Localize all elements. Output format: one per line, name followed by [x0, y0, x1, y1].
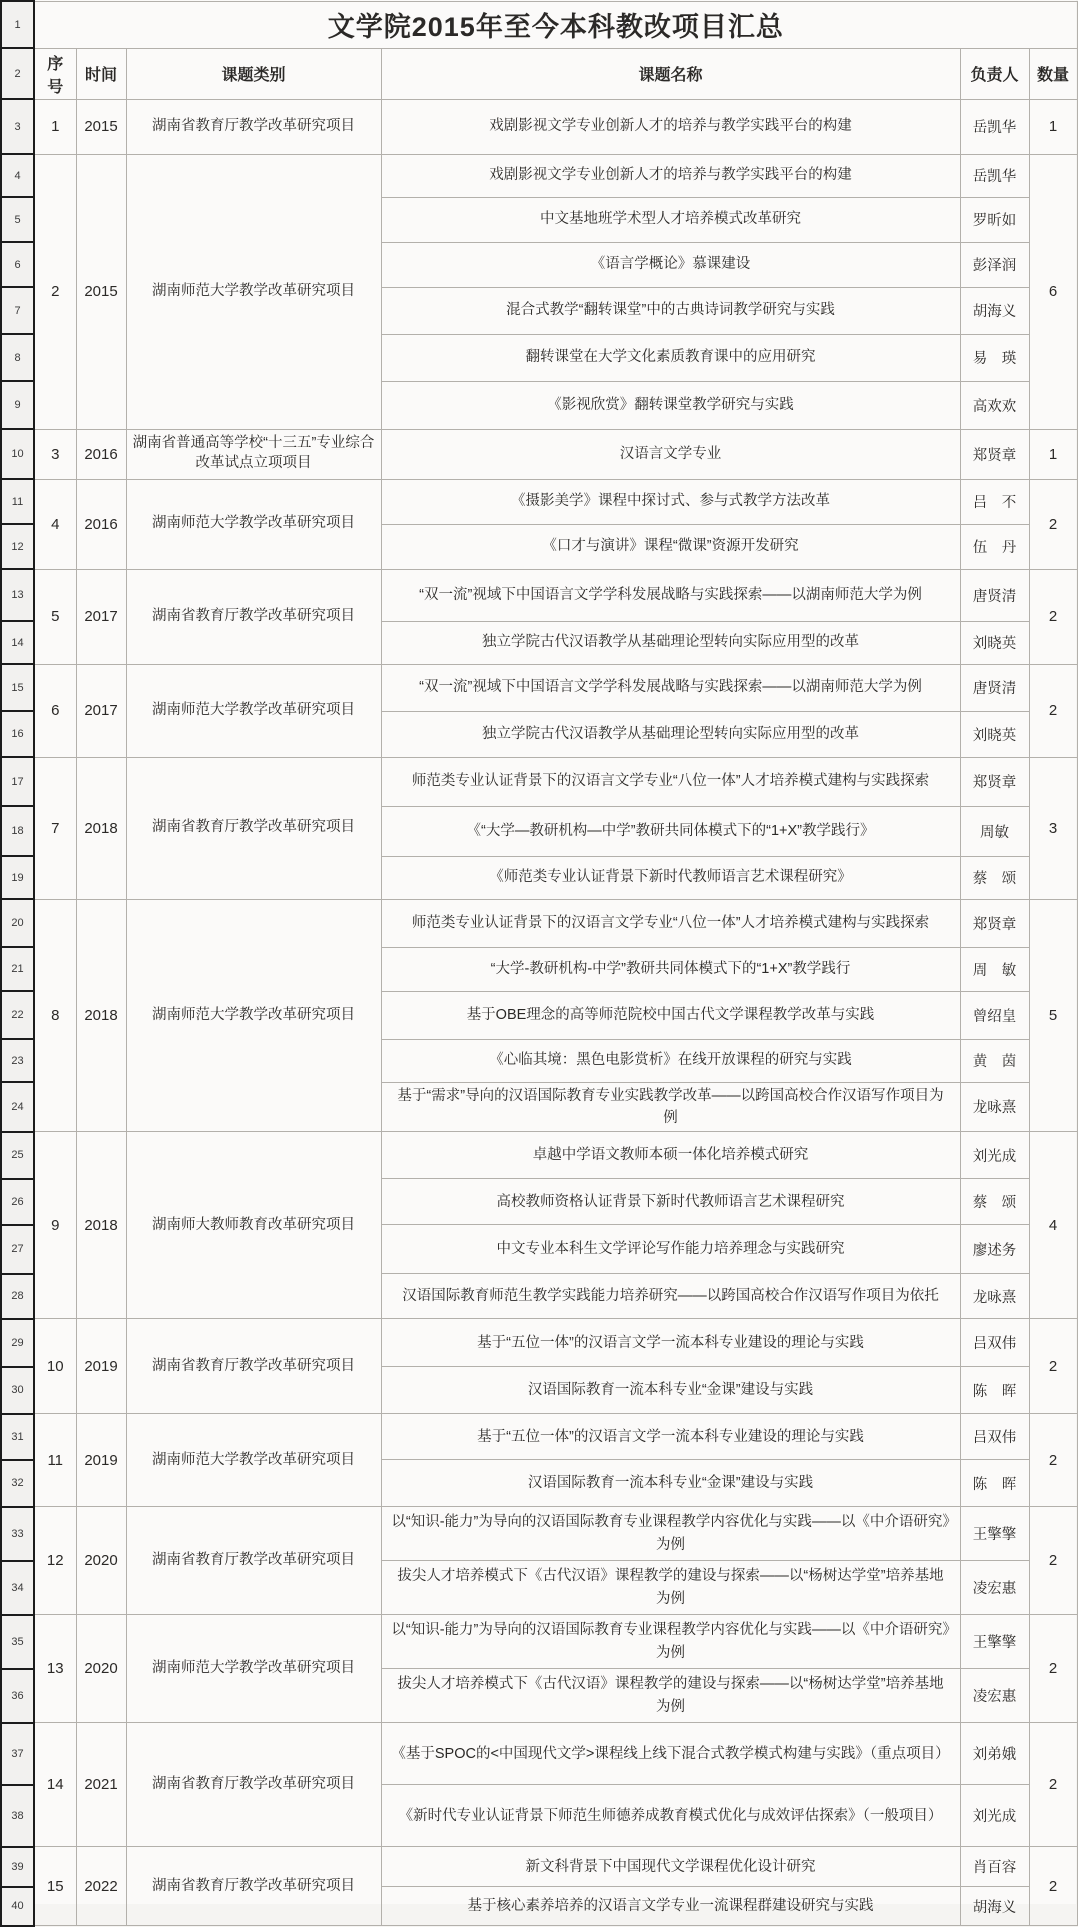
row-number-cell: 32 [1, 1460, 34, 1507]
leader-cell: 岳凯华 [960, 154, 1029, 197]
project-name-cell: 汉语国际教育一流本科专业“金课”建设与实践 [381, 1367, 960, 1414]
leader-cell: 吕双伟 [960, 1414, 1029, 1460]
seq-cell: 5 [34, 569, 76, 664]
leader-cell: 龙咏熹 [960, 1082, 1029, 1132]
project-name-cell: 新文科背景下中国现代文学课程优化设计研究 [381, 1847, 960, 1887]
project-name-cell: 《新时代专业认证背景下师范生师德养成教育模式优化与成效评估探索》（一般项目） [381, 1785, 960, 1847]
seq-cell: 12 [34, 1507, 76, 1615]
row-number-cell: 28 [1, 1274, 34, 1319]
leader-cell: 周敏 [960, 806, 1029, 856]
category-cell: 湖南省教育厅教学改革研究项目 [126, 1319, 381, 1414]
leader-cell: 刘光成 [960, 1132, 1029, 1179]
table-row [1, 899, 1077, 947]
category-cell: 湖南省教育厅教学改革研究项目 [126, 1507, 381, 1615]
row-number-cell: 30 [1, 1367, 34, 1414]
project-name-cell: 中文专业本科生文学评论写作能力培养理念与实践研究 [381, 1225, 960, 1274]
table-row [1, 664, 1077, 711]
page-title: 文学院2015年至今本科教改项目汇总 [34, 1, 1077, 48]
project-name-cell: 基于核心素养培养的汉语言文学专业一流课程群建设研究与实践 [381, 1887, 960, 1926]
row-number-cell: 22 [1, 991, 34, 1039]
table-row [1, 1507, 1077, 1561]
category-cell: 湖南省教育厅教学改革研究项目 [126, 569, 381, 664]
project-name-cell: 中文基地班学术型人才培养模式改革研究 [381, 197, 960, 242]
project-name-cell: 独立学院古代汉语教学从基础理论型转向实际应用型的改革 [381, 711, 960, 757]
row-number-cell: 10 [1, 429, 34, 479]
project-name-cell: “双一流”视域下中国语言文学学科发展战略与实践探索——以湖南师范大学为例 [381, 569, 960, 621]
seq-cell: 7 [34, 757, 76, 899]
table-row [1, 1723, 1077, 1785]
title-row [1, 1, 1077, 48]
category-cell: 湖南师范大学教学改革研究项目 [126, 1414, 381, 1507]
project-name-cell: “双一流”视域下中国语言文学学科发展战略与实践探索——以湖南师范大学为例 [381, 664, 960, 711]
seq-cell: 9 [34, 1132, 76, 1319]
count-cell: 1 [1029, 429, 1077, 479]
row-number-cell: 20 [1, 899, 34, 947]
table-row [1, 1132, 1077, 1179]
row-number-cell: 12 [1, 524, 34, 569]
row-number-cell: 39 [1, 1847, 34, 1887]
category-cell: 湖南师范大学教学改革研究项目 [126, 899, 381, 1132]
year-cell: 2018 [76, 1132, 126, 1319]
row-number-cell: 33 [1, 1507, 34, 1561]
leader-cell: 易 瑛 [960, 334, 1029, 381]
project-name-cell: 《基于SPOC的<中国现代文学>课程线上线下混合式教学模式构建与实践》（重点项目） [381, 1723, 960, 1785]
project-name-cell: 基于“五位一体”的汉语言文学一流本科专业建设的理论与实践 [381, 1414, 960, 1460]
table-row [1, 99, 1077, 154]
col-header-name: 课题名称 [381, 48, 960, 99]
table-row [1, 1414, 1077, 1460]
count-cell: 3 [1029, 757, 1077, 899]
project-name-cell: 汉语国际教育一流本科专业“金课”建设与实践 [381, 1460, 960, 1507]
row-number-cell: 34 [1, 1561, 34, 1615]
leader-cell: 刘弟娥 [960, 1723, 1029, 1785]
category-cell: 湖南省教育厅教学改革研究项目 [126, 1723, 381, 1847]
project-name-cell: 基于OBE理念的高等师范院校中国古代文学课程教学改革与实践 [381, 991, 960, 1039]
project-name-cell: 以“知识-能力”为导向的汉语国际教育专业课程教学内容优化与实践——以《中介语研究》为例 [381, 1615, 960, 1669]
leader-cell: 吕双伟 [960, 1319, 1029, 1367]
count-cell: 2 [1029, 1507, 1077, 1615]
year-cell: 2021 [76, 1723, 126, 1847]
year-cell: 2017 [76, 569, 126, 664]
row-number-cell: 2 [1, 48, 34, 99]
leader-cell: 胡海义 [960, 287, 1029, 334]
leader-cell: 高欢欢 [960, 381, 1029, 429]
row-number-cell: 11 [1, 479, 34, 524]
leader-cell: 彭泽润 [960, 242, 1029, 287]
table-row [1, 757, 1077, 806]
year-cell: 2016 [76, 429, 126, 479]
col-header-no: 序号 [34, 48, 76, 99]
project-name-cell: 《语言学概论》慕课建设 [381, 242, 960, 287]
leader-cell: 蔡 颂 [960, 856, 1029, 899]
project-name-cell: 师范类专业认证背景下的汉语言文学专业“八位一体”人才培养模式建构与实践探索 [381, 899, 960, 947]
leader-cell: 王擎擎 [960, 1615, 1029, 1669]
header-row [1, 48, 1077, 99]
row-number-cell: 17 [1, 757, 34, 806]
leader-cell: 唐贤清 [960, 569, 1029, 621]
project-name-cell: 混合式教学“翻转课堂”中的古典诗词教学研究与实践 [381, 287, 960, 334]
row-number-cell: 4 [1, 154, 34, 197]
leader-cell: 吕 不 [960, 479, 1029, 524]
project-name-cell: 独立学院古代汉语教学从基础理论型转向实际应用型的改革 [381, 621, 960, 664]
project-name-cell: 《摄影美学》课程中探讨式、参与式教学方法改革 [381, 479, 960, 524]
table-row [1, 569, 1077, 621]
leader-cell: 刘晓英 [960, 621, 1029, 664]
count-cell: 6 [1029, 154, 1077, 429]
leader-cell: 龙咏熹 [960, 1274, 1029, 1319]
category-cell: 湖南师范大学教学改革研究项目 [126, 479, 381, 569]
seq-cell: 8 [34, 899, 76, 1132]
row-number-cell: 7 [1, 287, 34, 334]
year-cell: 2020 [76, 1507, 126, 1615]
year-cell: 2018 [76, 899, 126, 1132]
row-number-cell: 8 [1, 334, 34, 381]
project-name-cell: 基于“需求”导向的汉语国际教育专业实践教学改革——以跨国高校合作汉语写作项目为例 [381, 1082, 960, 1132]
category-cell: 湖南师范大学教学改革研究项目 [126, 154, 381, 429]
count-cell: 4 [1029, 1132, 1077, 1319]
project-name-cell: 拔尖人才培养模式下《古代汉语》课程教学的建设与探索——以“杨树达学堂”培养基地为例 [381, 1669, 960, 1723]
year-cell: 2018 [76, 757, 126, 899]
count-cell: 2 [1029, 479, 1077, 569]
leader-cell: 刘光成 [960, 1785, 1029, 1847]
table-row [1, 1319, 1077, 1367]
row-number-cell: 18 [1, 806, 34, 856]
row-number-cell: 19 [1, 856, 34, 899]
leader-cell: 刘晓英 [960, 711, 1029, 757]
row-number-cell: 5 [1, 197, 34, 242]
year-cell: 2022 [76, 1847, 126, 1926]
seq-cell: 4 [34, 479, 76, 569]
leader-cell: 郑贤章 [960, 429, 1029, 479]
row-number-cell: 23 [1, 1039, 34, 1082]
seq-cell: 11 [34, 1414, 76, 1507]
row-number-cell: 9 [1, 381, 34, 429]
leader-cell: 蔡 颂 [960, 1179, 1029, 1225]
seq-cell: 2 [34, 154, 76, 429]
leader-cell: 唐贤清 [960, 664, 1029, 711]
project-name-cell: 《口才与演讲》课程“微课”资源开发研究 [381, 524, 960, 569]
leader-cell: 凌宏惠 [960, 1561, 1029, 1615]
year-cell: 2015 [76, 99, 126, 154]
col-header-leader: 负责人 [960, 48, 1029, 99]
year-cell: 2020 [76, 1615, 126, 1723]
category-cell: 湖南师大教师教育改革研究项目 [126, 1132, 381, 1319]
row-number-cell: 6 [1, 242, 34, 287]
row-number-cell: 31 [1, 1414, 34, 1460]
row-number-cell: 26 [1, 1179, 34, 1225]
leader-cell: 郑贤章 [960, 899, 1029, 947]
leader-cell: 岳凯华 [960, 99, 1029, 154]
project-name-cell: 翻转课堂在大学文化素质教育课中的应用研究 [381, 334, 960, 381]
row-number-cell: 40 [1, 1887, 34, 1926]
col-header-count: 数量 [1029, 48, 1077, 99]
row-number-cell: 37 [1, 1723, 34, 1785]
project-name-cell: 以“知识-能力”为导向的汉语国际教育专业课程教学内容优化与实践——以《中介语研究》为例 [381, 1507, 960, 1561]
seq-cell: 13 [34, 1615, 76, 1723]
project-name-cell: 汉语国际教育师范生教学实践能力培养研究——以跨国高校合作汉语写作项目为依托 [381, 1274, 960, 1319]
seq-cell: 1 [34, 99, 76, 154]
count-cell: 2 [1029, 569, 1077, 664]
row-number-cell: 16 [1, 711, 34, 757]
seq-cell: 6 [34, 664, 76, 757]
col-header-category: 课题类别 [126, 48, 381, 99]
project-name-cell: 汉语言文学专业 [381, 429, 960, 479]
row-number-cell: 1 [1, 1, 34, 48]
row-number-cell: 35 [1, 1615, 34, 1669]
count-cell: 1 [1029, 99, 1077, 154]
leader-cell: 肖百容 [960, 1847, 1029, 1887]
count-cell: 5 [1029, 899, 1077, 1132]
category-cell: 湖南省教育厅教学改革研究项目 [126, 99, 381, 154]
category-cell: 湖南省教育厅教学改革研究项目 [126, 1847, 381, 1926]
row-number-cell: 25 [1, 1132, 34, 1179]
seq-cell: 10 [34, 1319, 76, 1414]
project-name-cell: 师范类专业认证背景下的汉语言文学专业“八位一体”人才培养模式建构与实践探索 [381, 757, 960, 806]
category-cell: 湖南师范大学教学改革研究项目 [126, 664, 381, 757]
row-number-cell: 15 [1, 664, 34, 711]
count-cell: 2 [1029, 1615, 1077, 1723]
project-name-cell: 基于“五位一体”的汉语言文学一流本科专业建设的理论与实践 [381, 1319, 960, 1367]
row-number-cell: 36 [1, 1669, 34, 1723]
project-name-cell: 《“大学—教研机构—中学”教研共同体模式下的“1+X”教学践行》 [381, 806, 960, 856]
seq-cell: 14 [34, 1723, 76, 1847]
table-row [1, 1615, 1077, 1669]
seq-cell: 3 [34, 429, 76, 479]
count-cell: 2 [1029, 1723, 1077, 1847]
project-name-cell: 戏剧影视文学专业创新人才的培养与教学实践平台的构建 [381, 154, 960, 197]
year-cell: 2015 [76, 154, 126, 429]
leader-cell: 周 敏 [960, 947, 1029, 991]
table-row [1, 479, 1077, 524]
table-row [1, 154, 1077, 197]
project-name-cell: 拔尖人才培养模式下《古代汉语》课程教学的建设与探索——以“杨树达学堂”培养基地为例 [381, 1561, 960, 1615]
project-name-cell: 《师范类专业认证背景下新时代教师语言艺术课程研究》 [381, 856, 960, 899]
project-name-cell: 《心临其境：黑色电影赏析》在线开放课程的研究与实践 [381, 1039, 960, 1082]
count-cell: 2 [1029, 1414, 1077, 1507]
leader-cell: 黄 茵 [960, 1039, 1029, 1082]
leader-cell: 曾绍皇 [960, 991, 1029, 1039]
table-row [1, 1847, 1077, 1887]
col-header-year: 时间 [76, 48, 126, 99]
year-cell: 2017 [76, 664, 126, 757]
year-cell: 2019 [76, 1319, 126, 1414]
row-number-cell: 3 [1, 99, 34, 154]
leader-cell: 罗昕如 [960, 197, 1029, 242]
row-number-cell: 38 [1, 1785, 34, 1847]
table-row [1, 429, 1077, 479]
row-number-cell: 21 [1, 947, 34, 991]
project-name-cell: 卓越中学语文教师本硕一体化培养模式研究 [381, 1132, 960, 1179]
row-number-cell: 24 [1, 1082, 34, 1132]
count-cell: 2 [1029, 1847, 1077, 1926]
leader-cell: 胡海义 [960, 1887, 1029, 1926]
leader-cell: 郑贤章 [960, 757, 1029, 806]
leader-cell: 陈 晖 [960, 1367, 1029, 1414]
leader-cell: 伍 丹 [960, 524, 1029, 569]
category-cell: 湖南省普通高等学校“十三五”专业综合改革试点立项项目 [126, 429, 381, 479]
project-name-cell: “大学-教研机构-中学”教研共同体模式下的“1+X”教学践行 [381, 947, 960, 991]
category-cell: 湖南省教育厅教学改革研究项目 [126, 757, 381, 899]
leader-cell: 王擎擎 [960, 1507, 1029, 1561]
project-name-cell: 高校教师资格认证背景下新时代教师语言艺术课程研究 [381, 1179, 960, 1225]
category-cell: 湖南师范大学教学改革研究项目 [126, 1615, 381, 1723]
leader-cell: 廖述务 [960, 1225, 1029, 1274]
row-number-cell: 13 [1, 569, 34, 621]
leader-cell: 凌宏惠 [960, 1669, 1029, 1723]
leader-cell: 陈 晖 [960, 1460, 1029, 1507]
row-number-cell: 27 [1, 1225, 34, 1274]
project-name-cell: 《影视欣赏》翻转课堂教学研究与实践 [381, 381, 960, 429]
year-cell: 2019 [76, 1414, 126, 1507]
row-number-cell: 29 [1, 1319, 34, 1367]
count-cell: 2 [1029, 664, 1077, 757]
project-name-cell: 戏剧影视文学专业创新人才的培养与教学实践平台的构建 [381, 99, 960, 154]
count-cell: 2 [1029, 1319, 1077, 1414]
row-number-cell: 14 [1, 621, 34, 664]
year-cell: 2016 [76, 479, 126, 569]
seq-cell: 15 [34, 1847, 76, 1926]
